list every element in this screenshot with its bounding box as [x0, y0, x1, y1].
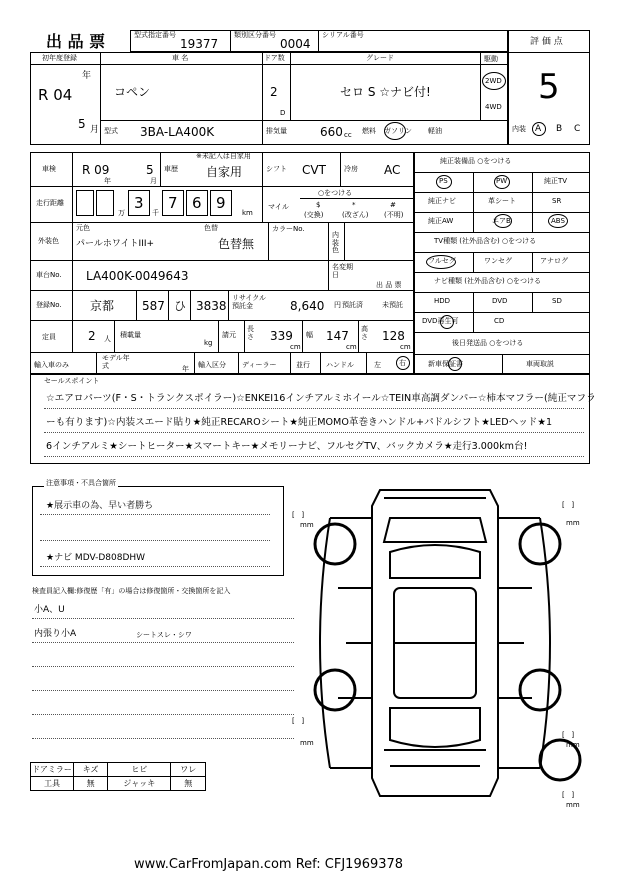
sales-line-1: ☆エアロパーツ(F・S・トランクスポイラー)☆ENKEI16インチアルミホイール☆TEIN車高調ダンパー☆柿本マフラー(純正マフラ	[46, 393, 596, 404]
tire-depth-spare-bracket: [ ]	[562, 791, 575, 799]
ac-value: AC	[384, 163, 401, 177]
first-reg-month: 5	[78, 117, 86, 131]
inspection-month-unit: 月	[150, 177, 157, 185]
reg-class: 587	[142, 299, 165, 313]
meter-symbol-dollar: $	[316, 201, 321, 209]
tv-title: TV種類 (社外品含む) ○をつける	[434, 237, 537, 245]
mileage-digit-6: 9	[210, 190, 232, 216]
class-number-label: 類別区分番号	[234, 31, 276, 39]
model-type-label: 型式	[104, 127, 118, 135]
tire-depth-front-right-unit: mm	[566, 519, 580, 527]
tire-depth-rear-right-unit: mm	[566, 741, 580, 749]
interior-grade-b: B	[556, 124, 563, 134]
import-label: 輸入車のみ	[34, 361, 69, 369]
height-value: 128	[382, 329, 405, 343]
legend-table	[30, 762, 206, 791]
width-unit: cm	[346, 343, 357, 351]
inspection-label: 車検	[42, 165, 56, 173]
length-label: 長さ	[247, 325, 254, 341]
nav-hdd: HDD	[434, 297, 451, 305]
equip-leather: 革シート	[488, 197, 516, 205]
nav-dvd: DVD	[492, 297, 508, 305]
sales-line-3: 6インチアルミ★シートヒーター★スマートキー★メモリーナビ、フルセグTV、バックカメラ★走行3.000km台!	[46, 441, 528, 452]
reg-label: 登録No.	[36, 301, 62, 309]
mileage-sen-unit: 千	[152, 209, 159, 217]
first-reg-year: R 04	[38, 86, 73, 104]
meter-option-exchange: (交換)	[304, 211, 324, 219]
tire-depth-front-right-bracket: [ ]	[562, 501, 575, 509]
equip-navi: 純正ナビ	[428, 197, 456, 205]
model-cert-value: 19377	[180, 37, 219, 51]
model-cert-label: 型式指定番号	[134, 31, 176, 39]
mileage-digit-3: 3	[128, 190, 150, 216]
later-manual: 車両取説	[526, 360, 554, 368]
new-color-label: 色替	[204, 224, 218, 232]
reg-number: 3838	[196, 299, 227, 313]
name-change-month: 出 品 票	[376, 281, 402, 289]
height-unit: cm	[400, 343, 411, 351]
meter-note: ○をつける	[318, 189, 353, 197]
color-label: 外装色	[38, 237, 59, 245]
handle-left: 左	[374, 361, 381, 369]
orig-color-label: 元色	[76, 224, 90, 232]
inspection-year-unit: 年	[104, 177, 111, 185]
interior-label: 内装	[512, 125, 526, 133]
model-type-value: 3BA-LA400K	[140, 125, 215, 139]
ac-label: 冷房	[344, 165, 358, 173]
usage-note: ※未記入は自家用	[196, 152, 251, 160]
meter-option-unknown: (不明)	[384, 211, 404, 219]
chassis-value: LA400K-0049643	[86, 269, 189, 283]
recycle-status-unpaid: 未預託	[382, 301, 403, 309]
mileage-digit-2	[96, 190, 114, 216]
tv-oneseg: ワンセグ	[484, 257, 512, 265]
nav-cd: CD	[494, 317, 505, 325]
fuel-value: ガソリン	[384, 127, 412, 135]
length-value: 339	[270, 329, 293, 343]
usage-value: 自家用	[206, 165, 243, 179]
handle-right: 右	[399, 359, 406, 367]
meter-label: マイル	[268, 203, 289, 211]
first-reg-month-unit: 月	[90, 125, 100, 135]
doors-label: ドア数	[264, 54, 285, 62]
name-change-label: 名変期日	[332, 263, 353, 279]
document-title: 出 品 票	[46, 32, 106, 51]
usage-label: 車歴	[164, 165, 178, 173]
interior-color-label: 内装色	[332, 231, 339, 255]
sales-label: セールスポイント	[44, 377, 100, 385]
doors-value: 2	[270, 85, 278, 99]
capacity-label: 定員	[42, 333, 56, 341]
model-year-unit: 年	[182, 365, 189, 373]
interior-grade-a: A	[535, 124, 542, 134]
equip-ps: PS	[439, 177, 448, 185]
load-unit: kg	[204, 339, 213, 347]
dealer-label: ディーラー	[242, 361, 277, 369]
recycle-unit: 円	[334, 301, 341, 309]
tire-depth-front-left-bracket: [ ]	[292, 511, 305, 519]
mileage-digit-5: 6	[186, 190, 208, 216]
capacity-unit: 人	[104, 335, 111, 343]
legend-jack: ジャッキ	[108, 777, 171, 791]
import-class-label: 輸入区分	[198, 361, 226, 369]
shift-value: CVT	[302, 163, 326, 177]
drive-4wd: 4WD	[485, 103, 502, 111]
mileage-digit-1	[76, 190, 94, 216]
legend-jack-value: 無	[171, 777, 206, 791]
equip-pw: PW	[496, 177, 508, 185]
sales-line-2: ーも有ります)☆内装スエード貼り★純正RECAROシート★純正MOMO革巻きハンドル+パドルシフト★LEDヘッド★1	[46, 417, 553, 428]
meter-symbol-star: *	[352, 201, 356, 209]
mileage-digit-4: 7	[162, 190, 184, 216]
score-value: 5	[538, 67, 560, 107]
doors-suffix: D	[280, 109, 286, 117]
inspector-line-2: 内張り小A	[34, 629, 77, 639]
width-label: 幅	[306, 331, 313, 339]
tire-depth-rear-right-bracket: [ ]	[562, 731, 575, 739]
serial-number-label: シリアル番号	[322, 31, 364, 39]
grade-value: セロ S ☆ナビ付!	[340, 85, 431, 99]
fuel-label: 燃料	[362, 127, 376, 135]
legend-tools-value: 無	[74, 777, 108, 791]
mileage-man-unit: 万	[118, 209, 125, 217]
first-reg-year-unit: 年	[82, 71, 92, 81]
mileage-label: 走行距離	[36, 199, 64, 207]
grade-label: グレード	[366, 54, 394, 62]
drive-label: 駆動	[484, 55, 498, 63]
meter-symbol-hash: #	[390, 201, 396, 209]
first-reg-label: 初年度登録	[42, 54, 77, 62]
inspector-line-1: 小A、U	[34, 605, 65, 615]
tire-depth-rear-left-bracket: [ ]	[292, 717, 305, 725]
legend-tools: 工具	[31, 777, 74, 791]
later-warranty: 新車保証書	[428, 360, 463, 368]
displacement-label: 排気量	[266, 127, 287, 135]
tv-analog: アナログ	[540, 257, 568, 265]
car-damage-diagram	[290, 478, 590, 808]
chassis-label: 車台No.	[36, 271, 62, 279]
nav-sd: SD	[552, 297, 562, 305]
inspector-label: 検査員記入欄:修復歴「有」の場合は修復箇所・交換箇所を記入	[32, 587, 231, 595]
tire-depth-front-left-unit: mm	[300, 521, 314, 529]
tv-fullseg: フルセグ	[428, 257, 456, 265]
orig-color-value: パールホワイトIII+	[76, 239, 155, 249]
model-year-label: モデル年式	[102, 354, 130, 370]
inspection-month: 5	[146, 163, 154, 177]
shift-label: シフト	[266, 165, 287, 173]
new-color-value: 色替無	[218, 237, 255, 251]
notes-line-3: ★ナビ MDV-D808DHW	[46, 553, 146, 563]
equip-sr: SR	[552, 197, 562, 205]
height-label: 高さ	[361, 325, 368, 341]
meter-option-tampered: (改ざん)	[342, 211, 369, 219]
car-name: コペン	[114, 85, 151, 99]
class-number-value: 0004	[280, 37, 311, 51]
footer-reference: www.CarFromJapan.com Ref: CFJ1969378	[134, 857, 404, 872]
recycle-status: 預託済	[342, 301, 363, 309]
width-value: 147	[326, 329, 349, 343]
notes-label: 注意事項・不具合箇所	[46, 479, 116, 487]
handle-label: ハンドル	[326, 361, 354, 369]
tire-depth-rear-left-unit: mm	[300, 739, 314, 747]
score-label: 評 価 点	[530, 37, 563, 47]
car-name-label: 車 名	[172, 54, 189, 62]
legend-break: ワレ	[171, 763, 206, 777]
legend-scratch: キズ	[74, 763, 108, 777]
legend-mirror: ドアミラー	[31, 763, 74, 777]
interior-grade-c: C	[574, 124, 581, 134]
tire-depth-spare-unit: mm	[566, 801, 580, 809]
notes-line-1: ★展示車の為、早い者勝ち	[46, 501, 154, 511]
invoice-label: 請元	[222, 331, 236, 339]
recycle-label: リサイクル預託金	[232, 294, 267, 311]
displacement-unit: cc	[344, 131, 352, 139]
equip-abs: ABS	[551, 217, 565, 225]
nav-dvd-playback: DVD再生可	[422, 317, 459, 325]
mileage-km-unit: km	[242, 209, 253, 217]
reg-area: 京都	[90, 299, 115, 313]
nav-title: ナビ種類 (社外品含む) ○をつける	[434, 277, 542, 285]
legend-crack: ヒビ	[108, 763, 171, 777]
reg-kana: ひ	[174, 299, 187, 313]
parallel-label: 並行	[296, 361, 310, 369]
equip-title: 純正装備品 ○をつける	[440, 157, 512, 165]
diesel-label: 軽油	[428, 127, 442, 135]
recycle-value: 8,640	[290, 299, 325, 313]
length-unit: cm	[290, 343, 301, 351]
displacement-value: 660	[320, 125, 343, 139]
inspection-year: R 09	[82, 163, 110, 177]
later-title: 後日発送品 ○をつける	[452, 339, 524, 347]
load-label: 積載量	[120, 331, 141, 339]
equip-aw: 純正AW	[428, 217, 454, 225]
capacity-value: 2	[88, 329, 96, 343]
color-no-label: カラーNo.	[272, 225, 305, 233]
drive-2wd: 2WD	[485, 77, 502, 85]
equip-tv: 純正TV	[544, 177, 568, 185]
inspector-line-2-extra: シートスレ・シワ	[136, 631, 192, 639]
equip-airbag: エアB	[492, 217, 511, 225]
